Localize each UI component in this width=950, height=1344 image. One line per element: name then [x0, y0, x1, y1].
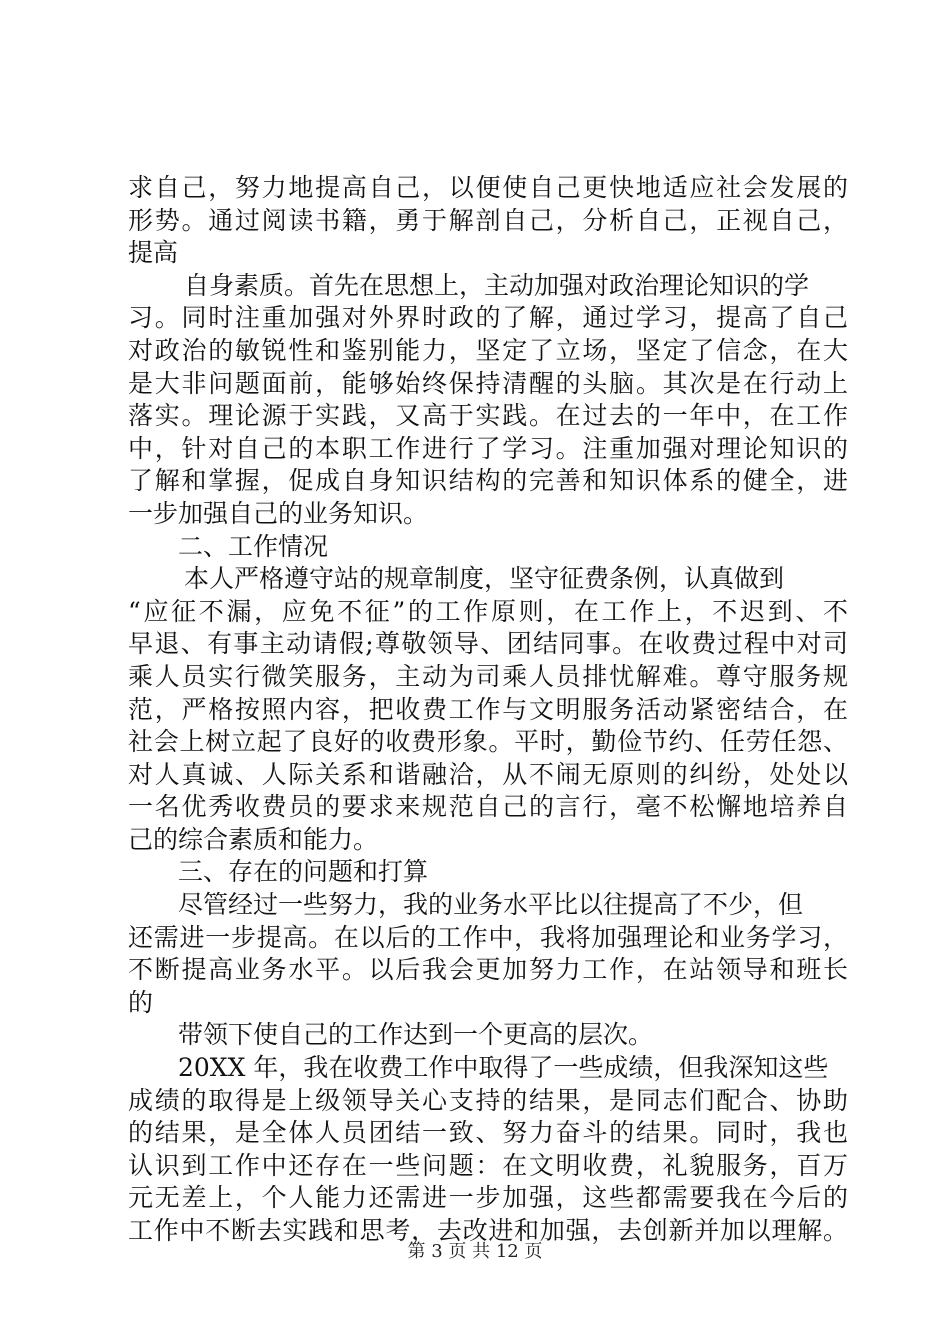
text-line: 还需进一步提高。在以后的工作中，我将加强理论和业务学习，	[128, 922, 848, 952]
text-line: 的	[128, 987, 154, 1017]
text-line: 了解和掌握，促成自身知识结构的完善和知识体系的健全，进	[128, 466, 848, 496]
text-line: 中，针对自己的本职工作进行了学习。注重加强对理论知识的	[128, 433, 848, 463]
text-line: 是大非问题面前，能够始终保持清醒的头脑。其次是在行动上	[128, 368, 848, 398]
text-line: 本人严格遵守站的规章制度，坚守征费条例，认真做到	[184, 564, 785, 594]
text-line: 对人真诚、人际关系和谐融洽，从不闹无原则的纠纷，处处以	[128, 759, 848, 789]
text-line: 形势。通过阅读书籍，勇于解剖自己，分析自己，正视自己，	[128, 205, 848, 235]
text-line: 一步加强自己的业务知识。	[128, 498, 429, 528]
text-line: “应征不漏，应免不征”的工作原则，在工作上，不迟到、不	[128, 596, 848, 626]
text-line: 认识到工作中还存在一些问题：在文明收费，礼貌服务，百万	[128, 1150, 848, 1180]
text-line: 工作中不断去实践和思考，去改进和加强，去创新并加以理解。	[128, 1216, 848, 1245]
text-line: 乘人员实行微笑服务，主动为司乘人员排忧解难。尊守服务规	[128, 661, 848, 691]
text-line: 早退、有事主动请假;尊敬领导、团结同事。在收费过程中对司	[128, 629, 848, 659]
page-footer: 第 3 页 共 12 页	[407, 1241, 543, 1262]
text-line: 对政治的敏锐性和鉴别能力，坚定了立场，坚定了信念，在大	[128, 335, 848, 365]
text-line: 落实。理论源于实践，又高于实践。在过去的一年中，在工作	[128, 401, 848, 431]
text-line: 自身素质。首先在思想上，主动加强对政治理论知识的学	[184, 270, 810, 300]
text-line: 求自己，努力地提高自己，以便使自己更快地适应社会发展的	[128, 173, 848, 202]
text-line: 一名优秀收费员的要求来规范自己的言行，毫不松懈地培养自	[128, 792, 848, 822]
text-line: 不断提高业务水平。以后我会更加努力工作，在站领导和班长	[128, 955, 848, 985]
text-line: 社会上树立起了良好的收费形象。平时，勤俭节约、任劳任怨、	[128, 727, 848, 757]
text-line: 的结果，是全体人员团结一致、努力奋斗的结果。同时，我也	[128, 1118, 848, 1148]
text-line: 习。同时注重加强对外界时政的了解，通过学习，提高了自己	[128, 303, 848, 333]
text-line: 带领下使自己的工作达到一个更高的层次。	[178, 1020, 654, 1050]
text-line: 成绩的取得是上级领导关心支持的结果，是同志们配合、协助	[128, 1085, 848, 1115]
text-line: 尽管经过一些努力，我的业务水平比以往提高了不少，但	[178, 890, 804, 920]
text-line: 二、工作情况	[178, 531, 329, 561]
text-line: 己的综合素质和能力。	[128, 824, 379, 854]
document-body	[128, 172, 848, 1248]
text-line: 范，严格按照内容，把收费工作与文明服务活动紧密结合，在	[128, 694, 848, 724]
text-line: 元无差上，个人能力还需进一步加强，这些都需要我在今后的	[128, 1183, 848, 1213]
text-line: 20XX 年，我在收费工作中取得了一些成绩，但我深知这些	[178, 1053, 829, 1083]
text-line: 三、存在的问题和打算	[178, 857, 429, 887]
text-line: 提高	[128, 238, 179, 268]
